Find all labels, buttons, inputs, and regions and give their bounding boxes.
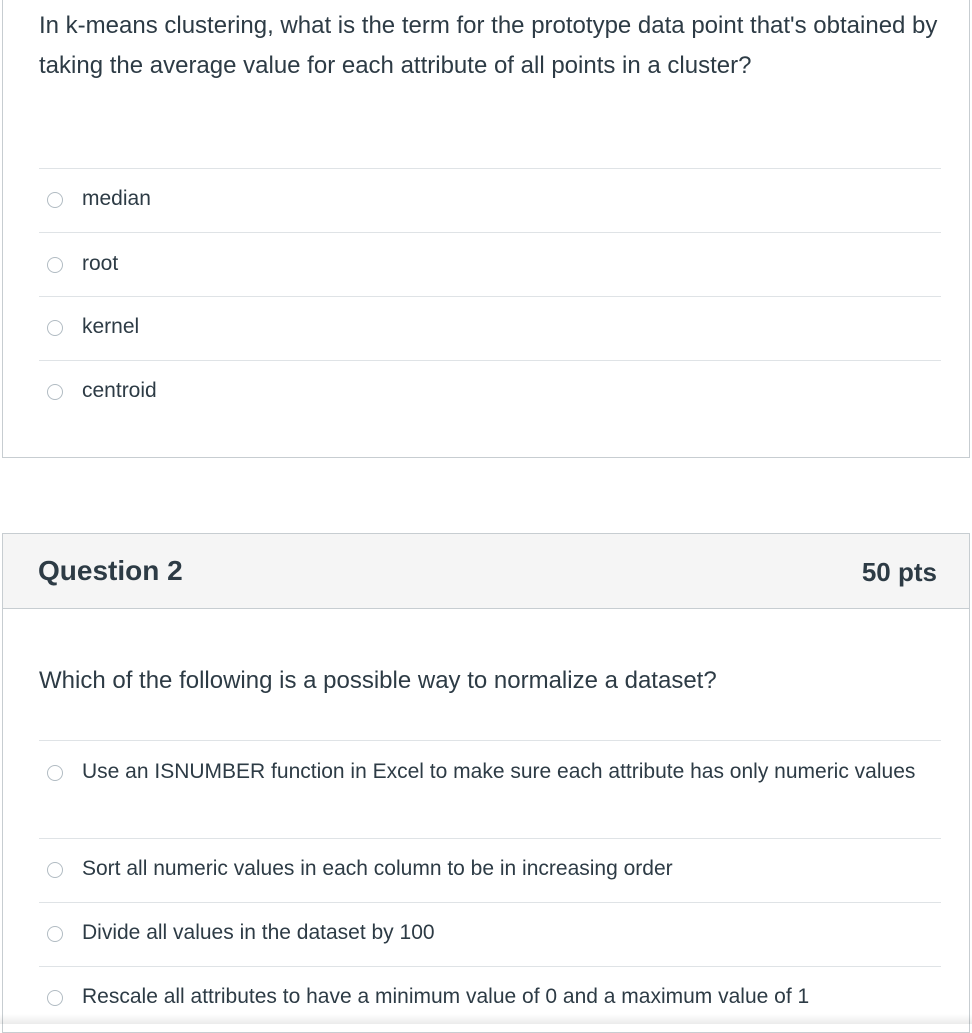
answer-option[interactable] (39, 360, 941, 424)
scroll-shadow (0, 1014, 972, 1024)
radio-button[interactable] (47, 384, 63, 400)
answer-label: kernel (82, 315, 140, 338)
question-2-title: Question 2 (38, 555, 183, 586)
answer-option[interactable] (39, 740, 941, 838)
answer-option[interactable] (39, 838, 941, 902)
radio-button[interactable] (47, 926, 63, 942)
answer-label: centroid (82, 379, 157, 402)
answer-label: Use an ISNUMBER function in Excel to make sure each attribute has only numeric values (82, 760, 916, 783)
answer-label: median (82, 187, 151, 210)
answer-label: Rescale all attributes to have a minimum value of 0 and a maximum value of 1 (82, 985, 810, 1008)
question-1-answers (39, 168, 941, 424)
question-1-card (2, 0, 970, 458)
radio-button[interactable] (47, 320, 63, 336)
radio-button[interactable] (47, 862, 63, 878)
answer-option[interactable] (39, 902, 941, 966)
question-2-points: 50 pts (861, 557, 937, 587)
question-2-card (2, 533, 970, 1033)
answer-label: root (82, 252, 119, 275)
radio-button[interactable] (47, 257, 63, 273)
radio-button[interactable] (47, 990, 63, 1006)
question-2-answers (39, 740, 941, 1030)
answer-option[interactable] (39, 296, 941, 360)
radio-button[interactable] (47, 192, 63, 208)
answer-option[interactable] (39, 232, 941, 296)
question-2-text: Which of the following is a possible way to normalize a dataset? (39, 667, 717, 694)
answer-option[interactable] (39, 168, 941, 232)
question-1-text: In k-means clustering, what is the term for the prototype data point that's obtained by taking the average value for each attribute of all points in a cluster? (39, 12, 938, 79)
radio-button[interactable] (47, 765, 63, 781)
answer-label: Sort all numeric values in each column to be in increasing order (82, 857, 673, 880)
question-2-header (3, 534, 969, 609)
answer-label: Divide all values in the dataset by 100 (82, 921, 435, 944)
